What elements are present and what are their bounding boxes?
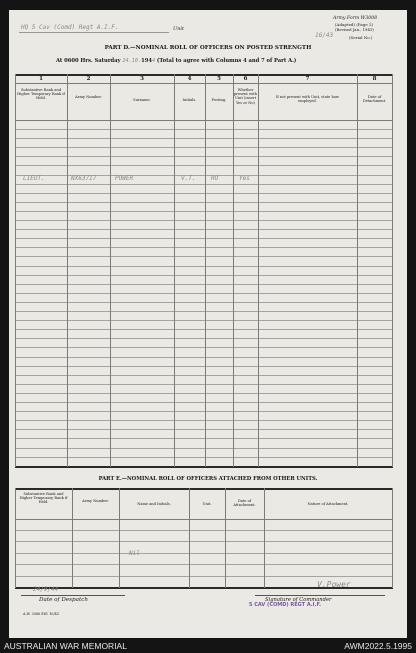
row-rule bbox=[15, 184, 393, 185]
d-colnum-1: 1 bbox=[39, 76, 43, 82]
row-rule bbox=[15, 457, 393, 458]
signature-line bbox=[255, 595, 385, 596]
e-col-border-4 bbox=[225, 488, 226, 588]
row-rule bbox=[15, 311, 393, 312]
signature: V.Power bbox=[317, 580, 351, 589]
form-revised: (Revised Jan., 1943) bbox=[335, 27, 374, 32]
unit-underline bbox=[19, 32, 169, 33]
e-col-border-6 bbox=[392, 488, 393, 588]
row-rule bbox=[15, 393, 393, 394]
row-rule bbox=[15, 165, 393, 166]
d-col-border-8 bbox=[392, 74, 393, 467]
row-rule bbox=[15, 229, 393, 230]
form-page bbox=[9, 10, 407, 638]
row-rule bbox=[15, 293, 393, 294]
d-col-initials-header: Initials. bbox=[182, 98, 197, 102]
part-e-title: PART E.—NOMINAL ROLL OF OFFICERS ATTACHED FROM OTHER UNITS. bbox=[98, 476, 318, 482]
unit-stamp: 5 CAV (COMD) REGT A.I.F. bbox=[249, 602, 322, 608]
row-rule bbox=[15, 266, 393, 267]
e-col-border-2 bbox=[119, 488, 120, 588]
subtitle-date: 24.10. bbox=[122, 58, 142, 64]
e-col-number-header: Army Number. bbox=[82, 499, 109, 503]
row-rule bbox=[15, 256, 393, 257]
caption-right: AWM2022.5.1995 bbox=[344, 641, 412, 651]
e-col-border-5 bbox=[264, 488, 265, 588]
part-d-subtitle bbox=[56, 58, 296, 64]
d-colnum-rule bbox=[15, 83, 393, 84]
d-col-present-header: Whether present with Unit (insert Yes or No) bbox=[234, 88, 258, 105]
part-d-title: PART D.—NOMINAL ROLL OF OFFICERS ON POSTED STRENGTH bbox=[104, 45, 312, 51]
form-name: Army Form W3008 bbox=[333, 16, 378, 21]
row-rule bbox=[15, 438, 393, 439]
row-rule bbox=[15, 338, 393, 339]
row-rule bbox=[15, 193, 393, 194]
signature-label: Signature of Commander bbox=[265, 597, 332, 603]
d-colnum-8: 8 bbox=[372, 76, 377, 82]
d-colnum-3: 3 bbox=[140, 76, 144, 82]
d-col-border-6 bbox=[258, 74, 259, 467]
row-rule bbox=[15, 284, 393, 285]
row-rule bbox=[15, 202, 393, 203]
d-col-surname-header: Surname. bbox=[133, 98, 151, 102]
subtitle-year: 4 bbox=[151, 58, 156, 64]
row-rule bbox=[15, 302, 393, 303]
e-col-border-1 bbox=[72, 488, 73, 588]
row-rule bbox=[15, 247, 393, 248]
d-col-border-3 bbox=[174, 74, 175, 467]
entry-surname: POWER bbox=[115, 175, 134, 182]
despatch-date: 24/9/44 bbox=[33, 586, 59, 593]
e-col-name-header: Name and Initials. bbox=[137, 502, 171, 506]
d-colnum-2: 2 bbox=[86, 76, 91, 82]
entry-number: NX63717 bbox=[71, 175, 97, 182]
e-col-border-0 bbox=[15, 488, 16, 588]
entry-initials: V.T. bbox=[181, 175, 196, 182]
subtitle-suffix: (Total to agree with Columns 4 and 7 of Part A.) bbox=[156, 58, 297, 64]
d-col-detachment-header: Date of Detachment. bbox=[362, 95, 387, 104]
row-rule bbox=[15, 375, 393, 376]
d-col-number-header: Army Number. bbox=[75, 95, 102, 99]
row-rule bbox=[15, 366, 393, 367]
d-col-employed-header: If not present with Unit, state how employed. bbox=[275, 95, 340, 104]
row-rule bbox=[15, 129, 393, 130]
e-col-nature-header: Nature of Attachment. bbox=[307, 502, 349, 506]
entry-rank: LIEUT. bbox=[23, 175, 45, 182]
d-col-border-2 bbox=[110, 74, 111, 467]
e-col-border-3 bbox=[189, 488, 190, 588]
entry-posting: RO bbox=[211, 175, 219, 182]
d-col-posting-header: Posting. bbox=[211, 98, 227, 102]
form-adapted: (Adapted) (Page 2) bbox=[335, 22, 374, 27]
d-col-border-7 bbox=[357, 74, 358, 467]
row-rule bbox=[15, 275, 393, 276]
entry-present: Yes bbox=[239, 175, 250, 182]
d-colnum-7: 7 bbox=[305, 76, 310, 82]
d-colnum-4: 4 bbox=[187, 76, 192, 82]
serial-label: (Serial No.) bbox=[349, 35, 373, 40]
row-rule bbox=[15, 220, 393, 221]
print-code: A.W. 3366 E61 10/43 bbox=[23, 612, 59, 616]
serial-value: 16/43 bbox=[315, 32, 334, 39]
row-rule bbox=[15, 147, 393, 148]
row-rule bbox=[15, 429, 393, 430]
row-rule bbox=[15, 357, 393, 358]
d-col-border-1 bbox=[67, 74, 68, 467]
e-col-unit-header: Unit. bbox=[202, 502, 212, 506]
d-bottom-border bbox=[15, 466, 393, 468]
row-rule bbox=[15, 411, 393, 412]
d-col-border-4 bbox=[205, 74, 206, 467]
d-col-border-5 bbox=[233, 74, 234, 467]
row-rule bbox=[15, 384, 393, 385]
row-rule bbox=[15, 329, 393, 330]
despatch-line bbox=[21, 595, 125, 596]
row-rule bbox=[15, 420, 393, 421]
subtitle-prefix: At 0600 Hrs. Saturday bbox=[56, 58, 121, 64]
row-rule bbox=[15, 238, 393, 239]
e-col-attach-date-header: Date of Attachment. bbox=[233, 499, 256, 508]
row-rule bbox=[15, 211, 393, 212]
row-rule bbox=[15, 402, 393, 403]
despatch-label: Date of Despatch bbox=[39, 597, 88, 603]
row-rule bbox=[15, 448, 393, 449]
caption-left: AUSTRALIAN WAR MEMORIAL bbox=[4, 641, 127, 651]
row-rule bbox=[15, 347, 393, 348]
nil-entry: Nil bbox=[129, 550, 140, 557]
d-col-border-0 bbox=[15, 74, 16, 467]
e-col-rank-header: Substantive Rank and Higher Temporary Rank if Held. bbox=[19, 492, 68, 505]
row-rule bbox=[15, 156, 393, 157]
row-rule bbox=[15, 138, 393, 139]
row-rule bbox=[15, 320, 393, 321]
d-col-rank-header: Substantive Rank and Higher Temporary Rank if Held. bbox=[17, 88, 65, 101]
d-colnum-6: 6 bbox=[243, 76, 248, 82]
unit-label: Unit bbox=[173, 26, 185, 32]
d-header-rule bbox=[15, 120, 393, 121]
unit-handwritten: HQ 5 Cav (Comd) Regt A.I.F. bbox=[21, 24, 119, 31]
archive-caption-bar bbox=[0, 639, 416, 653]
d-colnum-5: 5 bbox=[217, 76, 221, 82]
subtitle-year-prefix: 194 bbox=[141, 58, 152, 64]
